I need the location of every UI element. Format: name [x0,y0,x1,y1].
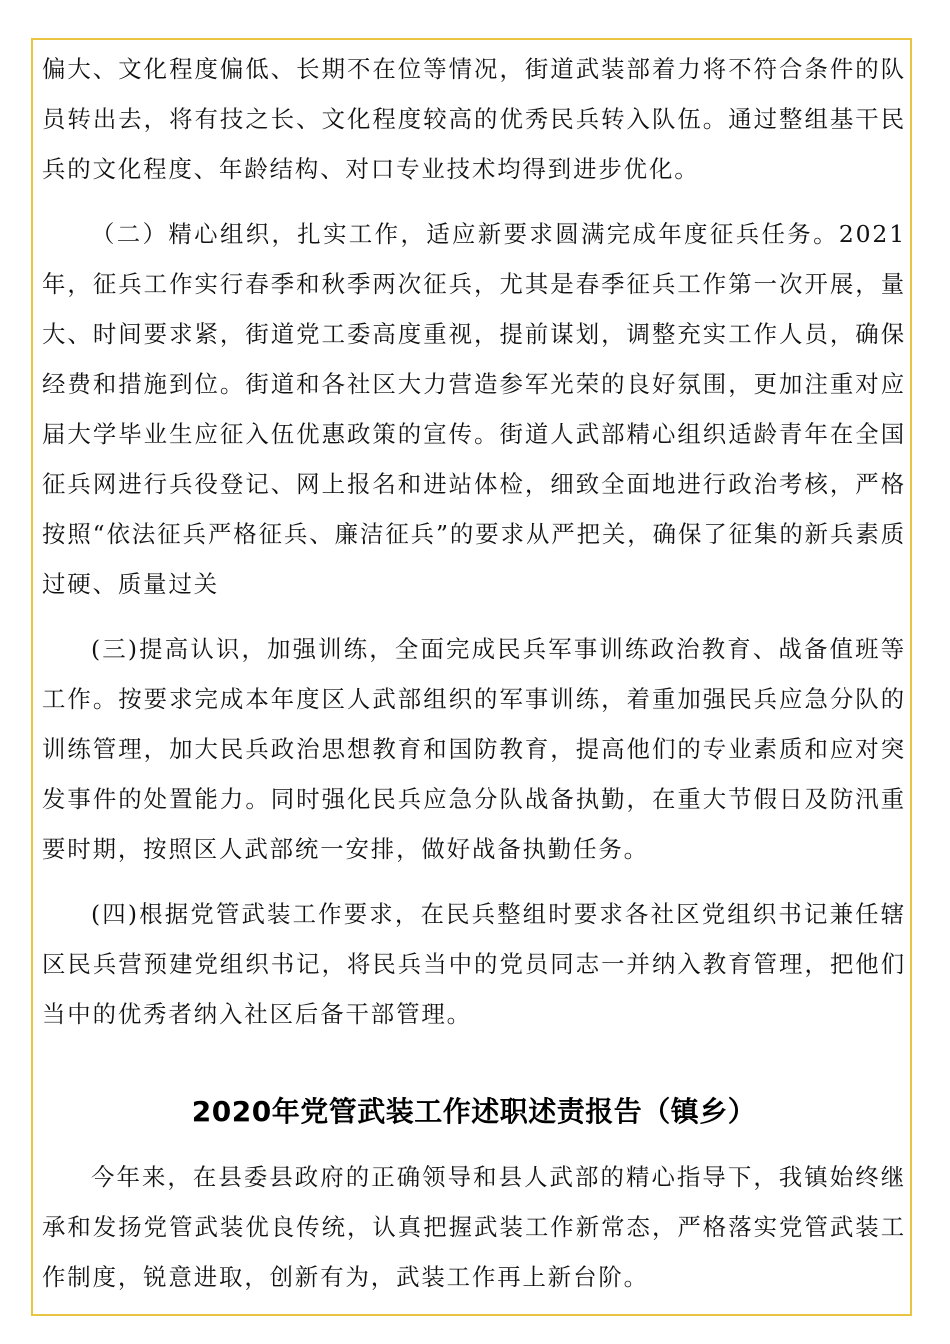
paragraph-section-two: （二）精心组织，扎实工作，适应新要求圆满完成年度征兵任务。2021年，征兵工作实行春季和秋季两次征兵，尤其是春季征兵工作第一次开展，量大、时间要求紧，街道党工委高度重视，提前谋划，调整充实工作人员，确保经费和措施到位。街道和各社区大力营造参军光荣的良好氛围，更加注重对应届大学毕业生应征入伍优惠政策的宣传。街道人武部精心组织适龄青年在全国征兵网进行兵役登记、网上报名和进站体检，细致全面地进行政治考核，严格按照“依法征兵严格征兵、廉洁征兵”的要求从严把关，确保了征集的新兵素质过硬、质量过关 [42,220,906,598]
paragraph-section-four: (四)根据党管武装工作要求，在民兵整组时要求各社区党组织书记兼任辖区民兵营预建党组织书记，将民兵当中的党员同志一并纳入教育管理，把他们当中的优秀者纳入社区后备干部管理。 [42,900,906,1028]
paragraph-section-three: (三)提高认识，加强训练，全面完成民兵军事训练政治教育、战备值班等工作。按要求完成本年度区人武部组织的军事训练，着重加强民兵应急分队的训练管理，加大民兵政治思想教育和国防教育，提高他们的专业素质和应对突发事件的处置能力。同时强化民兵应急分队战备执勤，在重大节假日及防汛重要时期，按照区人武部统一安排，做好战备执勤任务。 [42,635,906,863]
paragraph-intro: 今年来，在县委县政府的正确领导和县人武部的精心指导下，我镇始终继承和发扬党管武装优良传统，认真把握武装工作新常态，严格落实党管武装工作制度，锐意进取，创新有为，武装工作再上新台阶。 [42,1163,906,1291]
report-intro [42,1152,906,1302]
report-title: 2020年党管武装工作述职述责报告（镇乡） [191,1095,757,1128]
document-body [42,44,906,1039]
paragraph-continuation: 偏大、文化程度偏低、长期不在位等情况，街道武装部着力将不符合条件的队员转出去，将有技之长、文化程度较高的优秀民兵转入队伍。通过整组基干民兵的文化程度、年龄结构、对口专业技术均得到进步优化。 [42,55,906,183]
